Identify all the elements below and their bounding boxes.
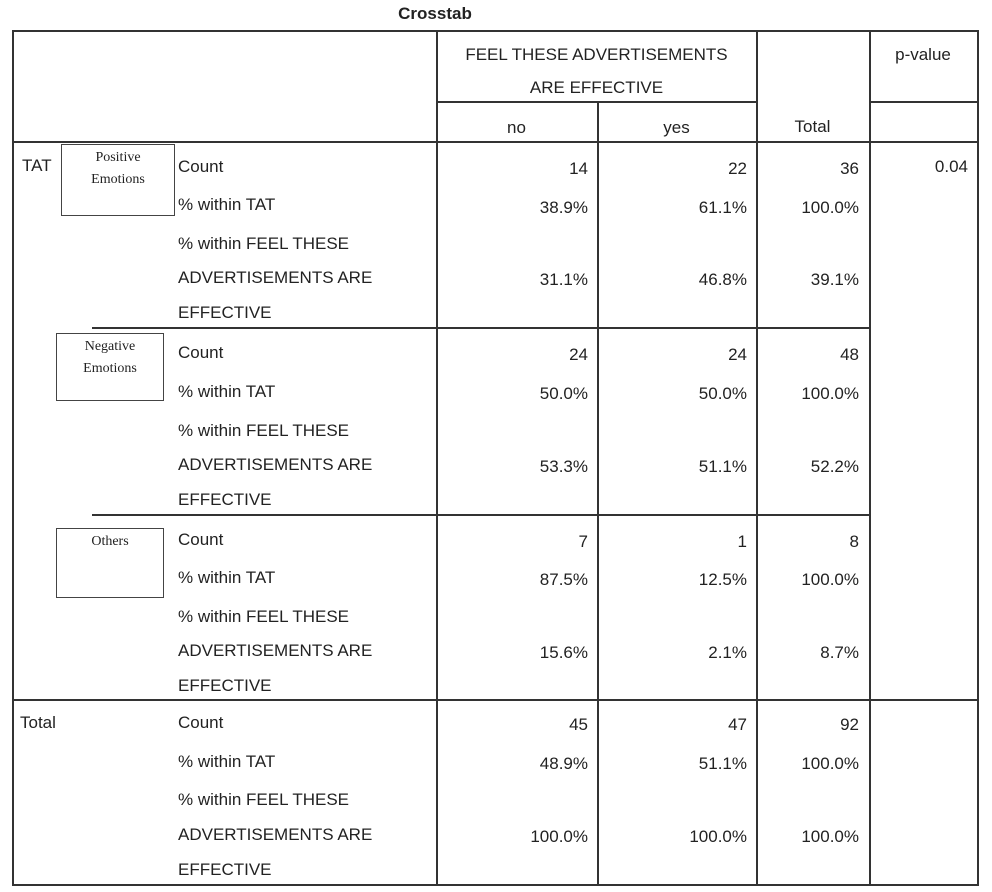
group-label-line: Negative xyxy=(84,339,136,354)
cell-value: 50.0% xyxy=(539,384,588,403)
cell-value: 38.9% xyxy=(539,198,588,217)
cell-value: 1 xyxy=(737,532,747,551)
cell-value: 14 xyxy=(569,159,588,178)
measure-within-col-label-line1: % within FEEL THESE xyxy=(178,421,350,440)
measure-within-col-label-line2: ADVERTISEMENTS ARE xyxy=(178,641,373,660)
cell-value: 100.0% xyxy=(801,827,859,846)
cell-value: 36 xyxy=(840,159,859,178)
measure-within-col-label-line1: % within FEEL THESE xyxy=(178,607,350,626)
cell-value: 52.2% xyxy=(810,457,859,476)
cell-value: 15.6% xyxy=(539,643,588,662)
col-divider-label xyxy=(436,30,438,886)
cell-value: 24 xyxy=(728,345,747,364)
measure-within-row-label: % within TAT xyxy=(178,382,276,401)
pvalue-header-bottom-divider xyxy=(869,141,978,143)
measure-within-col-label-line2: ADVERTISEMENTS ARE xyxy=(178,268,373,287)
measure-within-row-label: % within TAT xyxy=(178,568,276,587)
cell-value: 22 xyxy=(728,159,747,178)
pvalue-cell: 0.04 xyxy=(934,157,968,176)
header-group-divider xyxy=(436,101,757,103)
cell-value: 100.0% xyxy=(801,754,859,773)
header-bottom-divider xyxy=(12,141,869,143)
header-total: Total xyxy=(794,117,831,136)
measure-within-col-label-line3: EFFECTIVE xyxy=(178,676,272,695)
cell-value: 24 xyxy=(569,345,588,364)
measure-within-row-label: % within TAT xyxy=(178,752,276,771)
cell-value: 47 xyxy=(728,715,747,734)
cell-value: 39.1% xyxy=(810,270,859,289)
cell-value: 92 xyxy=(840,715,859,734)
group-label-negative-emotions xyxy=(56,333,164,401)
header-pvalue: p-value xyxy=(895,45,951,64)
cell-value: 100.0% xyxy=(801,570,859,589)
group-divider-1 xyxy=(92,327,869,329)
cell-value: 100.0% xyxy=(530,827,588,846)
measure-within-col-label-line3: EFFECTIVE xyxy=(178,860,272,879)
measure-count-label: Count xyxy=(178,713,224,732)
measure-within-col-label-line2: ADVERTISEMENTS ARE xyxy=(178,825,373,844)
measure-within-row-label: % within TAT xyxy=(178,195,276,214)
cell-value: 2.1% xyxy=(708,643,747,662)
measure-count-label: Count xyxy=(178,157,224,176)
cell-value: 53.3% xyxy=(539,457,588,476)
group-label-positive-emotions xyxy=(61,144,175,216)
row-variable-label: TAT xyxy=(22,156,52,175)
cell-value: 46.8% xyxy=(698,270,747,289)
group-divider-2 xyxy=(92,514,869,516)
col-divider-no-yes xyxy=(597,102,599,886)
table-border-top xyxy=(12,30,978,32)
measure-within-col-label-line3: EFFECTIVE xyxy=(178,303,272,322)
group-label-line: Emotions xyxy=(83,361,137,376)
measure-within-col-label-line1: % within FEEL THESE xyxy=(178,234,350,253)
header-yes: yes xyxy=(663,118,690,137)
group-label-line: Positive xyxy=(95,150,141,165)
header-no: no xyxy=(507,118,526,137)
group-label-line: Emotions xyxy=(91,172,145,187)
cell-value: 51.1% xyxy=(698,754,747,773)
table-title: Crosstab xyxy=(398,4,472,23)
measure-count-label: Count xyxy=(178,530,224,549)
cell-value: 31.1% xyxy=(539,270,588,289)
cell-value: 48.9% xyxy=(539,754,588,773)
cell-value: 61.1% xyxy=(698,198,747,217)
group-label-others xyxy=(56,528,164,598)
col-divider-total-pvalue xyxy=(869,30,871,886)
col-divider-yes-total xyxy=(756,30,758,886)
cell-value: 48 xyxy=(840,345,859,364)
total-row-label: Total xyxy=(20,713,56,732)
measure-within-col-label-line1: % within FEEL THESE xyxy=(178,790,350,809)
pvalue-header-divider xyxy=(869,101,978,103)
group-label-line: Others xyxy=(91,534,129,549)
cell-value: 87.5% xyxy=(539,570,588,589)
column-group-header-line1: FEEL THESE ADVERTISEMENTS xyxy=(465,45,728,64)
measure-count-label: Count xyxy=(178,343,224,362)
cell-value: 51.1% xyxy=(698,457,747,476)
total-row-divider xyxy=(12,699,978,701)
cell-value: 12.5% xyxy=(698,570,747,589)
column-group-header-line2: ARE EFFECTIVE xyxy=(529,78,664,97)
cell-value: 8 xyxy=(849,532,859,551)
cell-value: 50.0% xyxy=(698,384,747,403)
cell-value: 100.0% xyxy=(801,384,859,403)
table-border-right xyxy=(977,30,979,886)
cell-value: 100.0% xyxy=(689,827,747,846)
table-border-bottom xyxy=(12,884,978,886)
cell-value: 8.7% xyxy=(820,643,859,662)
cell-value: 7 xyxy=(578,532,588,551)
table-border-left xyxy=(12,30,14,886)
measure-within-col-label-line2: ADVERTISEMENTS ARE xyxy=(178,455,373,474)
cell-value: 45 xyxy=(569,715,588,734)
cell-value: 100.0% xyxy=(801,198,859,217)
measure-within-col-label-line3: EFFECTIVE xyxy=(178,490,272,509)
